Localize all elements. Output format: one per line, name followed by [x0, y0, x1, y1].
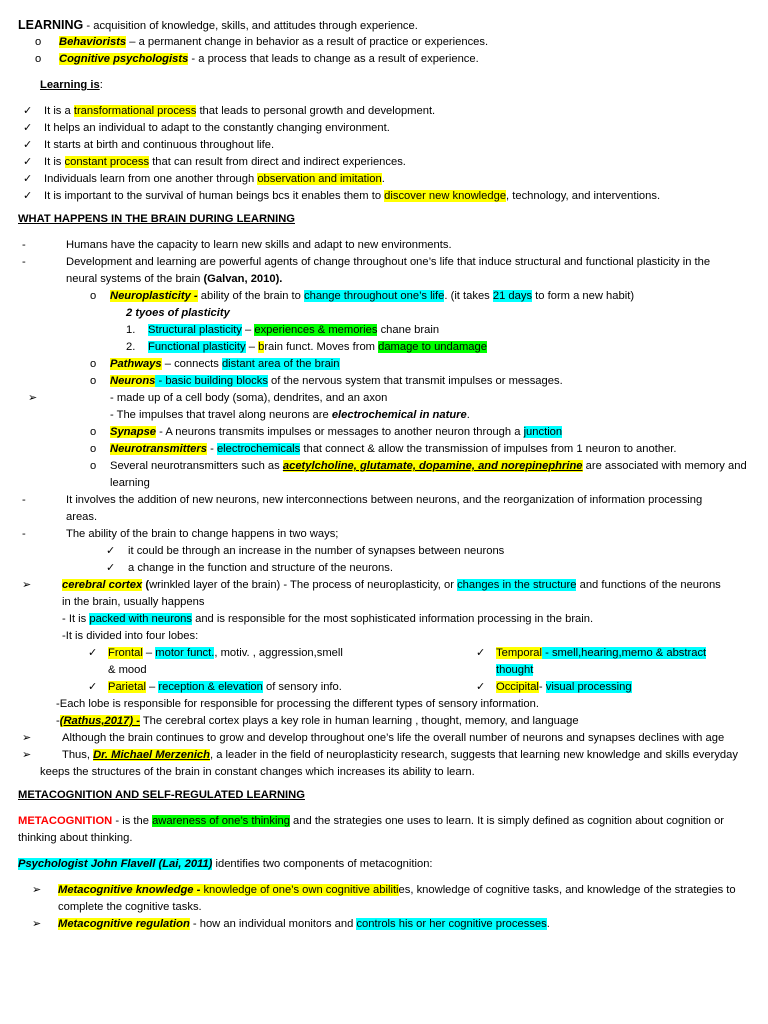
list-item	[18, 916, 754, 933]
list-item	[18, 171, 754, 188]
point-text-post: that can result from direct and indirect experiences.	[149, 156, 406, 168]
mk-post: es, knowledge of cognitive tasks, and knowledge of the strategies to	[398, 884, 736, 896]
view-cognitive	[18, 51, 754, 68]
brain-dash2-line1: Development and learning are powerful agents of change throughout one’s life that induce structural and functional plasticity in the	[66, 256, 711, 268]
temporal-term: Temporal	[496, 647, 543, 659]
arrow-bullet: ➢	[28, 392, 38, 404]
rathus-line	[18, 713, 754, 730]
arrow-bullet: ➢	[32, 884, 42, 896]
cc-line2: in the brain, usually happens	[62, 596, 205, 608]
circle-bullet: o	[90, 426, 97, 438]
list-item	[18, 288, 754, 305]
learning-definition: - acquisition of knowledge, skills, and attitudes through experience.	[83, 20, 418, 32]
occipital-term: Occipital	[496, 681, 539, 693]
point-text: Individuals learn from one another through	[44, 173, 258, 185]
lobe-temporal	[476, 645, 736, 662]
occipital-highlight: visual processing	[545, 681, 632, 693]
behaviorists-term: Behaviorists	[59, 36, 127, 48]
learning-title-line	[18, 17, 754, 34]
frontal-term: Frontal	[108, 647, 143, 659]
lobe-occipital	[476, 679, 736, 696]
list-item	[18, 154, 754, 171]
cc-line4: -It is divided into four lobes:	[62, 630, 199, 642]
neuro-highlight2: 21 days	[492, 290, 533, 302]
meta-definition-line	[18, 813, 754, 830]
point-text: It is	[44, 156, 65, 168]
circle-bullet: o	[35, 53, 42, 65]
circle-bullet: o	[90, 358, 97, 370]
merzenich-name: Dr. Michael Merzenich	[93, 749, 210, 761]
list-item	[18, 237, 754, 254]
check-icon: ✓	[106, 562, 116, 574]
point-text-post: that leads to personal growth and development.	[196, 105, 436, 117]
several-post: are associated with memory and	[582, 460, 747, 472]
mr-mid: - how an individual monitors and	[189, 918, 357, 930]
learning-is-heading	[18, 77, 754, 94]
list-item	[18, 188, 754, 205]
meta-def-post: and the strategies one uses to learn. It is simply defined as cognition about cognition or	[289, 815, 725, 827]
list-item	[18, 390, 754, 407]
nt-mid: -	[206, 443, 217, 455]
thus-post: , a leader in the field of neuroplasticity research, suggests that learning new knowledge and skills everyday	[209, 749, 738, 761]
circle-bullet: o	[90, 443, 97, 455]
type2-mid: rain funct. Moves from	[264, 341, 379, 353]
pathways-highlight: distant area of the brain	[221, 358, 340, 370]
synapse-mid: - A neurons transmits impulses or messages to another neuron through a	[156, 426, 524, 438]
neuroplasticity-term: Neuroplasticity -	[110, 290, 198, 302]
functional-term: Functional plasticity	[148, 341, 246, 353]
frontal-line2: & mood	[108, 664, 147, 676]
list-item	[18, 747, 754, 764]
cerebral-cortex-term: cerebral cortex	[62, 579, 143, 591]
point-text: It is important to the survival of human beings bcs it enables them to	[44, 190, 385, 202]
neuro-mid: . (it takes	[444, 290, 493, 302]
mr-post: .	[546, 918, 550, 930]
list-item	[18, 322, 754, 339]
list-item	[18, 458, 754, 475]
type1-post: chane brain	[377, 324, 440, 336]
cc-highlight: changes in the structure	[457, 579, 577, 591]
brain-dash1: Humans have the capacity to learn new skills and adapt to new environments.	[66, 239, 452, 251]
pathways-term: Pathways	[110, 358, 162, 370]
temporal-line2: thought	[496, 664, 534, 676]
parietal-term: Parietal	[108, 681, 146, 693]
check-icon: ✓	[476, 681, 486, 693]
dash-bullet: -	[22, 256, 26, 268]
way2-text: a change in the function and structure of the neurons.	[128, 562, 393, 574]
number-bullet: 1.	[126, 324, 136, 336]
arrow-bullet: ➢	[22, 579, 32, 591]
neuro-pre: ability of the brain to	[197, 290, 304, 302]
several-highlight: acetylcholine, glutamate, dopamine, and norepinephrine	[282, 460, 583, 472]
nt-highlight: electrochemicals	[216, 443, 301, 455]
type2-dash: –	[245, 341, 259, 353]
list-item	[18, 424, 754, 441]
brain-dash4: The ability of the brain to change happens in two ways;	[66, 528, 339, 540]
flavell-name: Psychologist John Flavell	[18, 858, 159, 870]
metacognitive-regulation-term: Metacognitive regulation	[58, 918, 190, 930]
occipital-dash: -	[538, 681, 546, 693]
arrow-bullet: ➢	[22, 749, 32, 761]
cognitive-text: - a process that leads to change as a result of experience.	[188, 53, 479, 65]
point-text: It starts at birth and continuous throughout life.	[44, 139, 275, 151]
brain-section-heading: WHAT HAPPENS IN THE BRAIN DURING LEARNING	[18, 213, 295, 225]
plasticity-types-heading: 2 tyoes of plasticity	[126, 307, 230, 319]
circle-bullet: o	[90, 290, 97, 302]
list-item	[18, 560, 754, 577]
check-icon: ✓	[23, 156, 33, 168]
metacognitive-knowledge-term: Metacognitive knowledge -	[58, 884, 201, 896]
each-lobe-text: -Each lobe is responsible for responsible for processing the different types of sensory information.	[56, 698, 539, 710]
list-item	[18, 254, 754, 271]
rathus-pre: -	[56, 715, 60, 727]
point-highlight: observation and imitation	[257, 173, 382, 185]
circle-bullet: o	[90, 460, 97, 472]
synapse-highlight: junction	[523, 426, 563, 438]
learning-title: LEARNING	[18, 18, 84, 32]
point-text-post: , technology, and interventions.	[506, 190, 661, 202]
metacognition-term: METACOGNITION	[18, 815, 113, 827]
circle-bullet: o	[90, 375, 97, 387]
parietal-dash: –	[145, 681, 159, 693]
although-text: Although the brain continues to grow and develop throughout one’s life the overall number of neurons and synapses declines with age	[62, 732, 725, 744]
lobe-parietal	[88, 679, 476, 696]
brain-dash2-line2-row	[18, 271, 754, 288]
cc-post: and functions of the neurons	[576, 579, 721, 591]
list-item	[18, 577, 754, 594]
check-icon: ✓	[106, 545, 116, 557]
number-bullet: 2.	[126, 341, 136, 353]
neurons-line3-pre: - The impulses that travel along neurons are	[110, 409, 332, 421]
rathus-post: The cerebral cortex plays a key role in human learning , thought, memory, and language	[139, 715, 579, 727]
type2-b: b	[258, 341, 265, 353]
cc-line3	[18, 611, 754, 628]
mr-highlight: controls his or her cognitive processes	[356, 918, 547, 930]
lobe-frontal	[88, 645, 476, 662]
parietal-post: of sensory info.	[262, 681, 342, 693]
point-highlight: transformational process	[73, 105, 197, 117]
synapse-term: Synapse	[110, 426, 157, 438]
meta-def-pre: - is the	[112, 815, 153, 827]
dash-bullet: -	[22, 239, 26, 251]
neuro-highlight1: change throughout one’s life	[304, 290, 445, 302]
point-highlight: discover new knowledge	[384, 190, 507, 202]
view-behaviorists	[18, 34, 754, 51]
check-icon: ✓	[23, 190, 33, 202]
neurons-line2: - made up of a cell body (soma), dendrites, and an axon	[110, 392, 388, 404]
list-item	[18, 526, 754, 543]
nt-post: that connect & allow the transmission of impulses from 1 neuron to another.	[300, 443, 677, 455]
check-icon: ✓	[88, 681, 98, 693]
galvan-citation: (Galvan, 2010).	[203, 273, 283, 285]
neurotransmitters-term: Neurotransmitters	[110, 443, 207, 455]
neuro-post: to form a new habit)	[532, 290, 635, 302]
list-item	[18, 339, 754, 356]
neurons-line3-post: .	[466, 409, 470, 421]
meta-def-highlight: awareness of one’s thinking	[152, 815, 290, 827]
cc-line3-highlight: packed with neurons	[89, 613, 192, 625]
parietal-highlight: reception & elevation	[158, 681, 263, 693]
cc-line3-pre: - It is	[62, 613, 90, 625]
neurons-highlight: - basic building blocks	[155, 375, 268, 387]
type1-highlight: experiences & memories	[254, 324, 378, 336]
circle-bullet: o	[35, 36, 42, 48]
cc-paren: (	[142, 579, 150, 591]
flavell-citation: (Lai, 2011)	[158, 858, 213, 870]
behaviorists-text: – a permanent change in behavior as a result of practice or experiences.	[126, 36, 489, 48]
meta-section-heading: METACOGNITION AND SELF-REGULATED LEARNING	[18, 789, 305, 801]
brain-dash3-line1: It involves the addition of new neurons, new interconnections between neurons, and the reorganization of information processing	[66, 494, 703, 506]
check-icon: ✓	[23, 122, 33, 134]
neurons-term: Neurons	[110, 375, 156, 387]
list-item	[18, 120, 754, 137]
arrow-bullet: ➢	[22, 732, 32, 744]
list-item	[18, 356, 754, 373]
cc-line3-post: and is responsible for the most sophisticated information processing in the brain.	[191, 613, 594, 625]
temporal-highlight: - smell,hearing,memo & abstract	[542, 647, 707, 659]
frontal-dash: –	[142, 647, 156, 659]
several-line2: learning	[110, 477, 150, 489]
point-text: It is a	[44, 105, 74, 117]
list-item	[18, 373, 754, 390]
lobes-grid	[18, 645, 754, 696]
point-highlight: constant process	[64, 156, 150, 168]
check-icon: ✓	[23, 139, 33, 151]
neurons-line3	[18, 407, 754, 424]
neurons-post: of the nervous system that transmit impulses or messages.	[267, 375, 563, 387]
list-item	[18, 882, 754, 899]
list-item	[18, 543, 754, 560]
list-item	[18, 441, 754, 458]
neurons-line3-em: electrochemical in nature	[331, 409, 467, 421]
list-item	[18, 730, 754, 747]
mk-highlight: knowledge of one’s own cognitive abiliti	[200, 884, 399, 896]
list-item	[18, 137, 754, 154]
cc-mid: wrinkled layer of the brain) - The process of neuroplasticity, or	[149, 579, 458, 591]
point-text-post: .	[381, 173, 385, 185]
brain-dash2-line2: neural systems of the brain	[66, 273, 204, 285]
flavell-line	[18, 856, 754, 873]
structural-term: Structural plasticity	[148, 324, 242, 336]
list-item	[18, 492, 754, 509]
type2-highlight: damage to undamage	[378, 341, 487, 353]
cognitive-term: Cognitive psychologists	[59, 53, 189, 65]
mk-line2: complete the cognitive tasks.	[58, 901, 202, 913]
rathus-citation: (Rathus,2017) -	[59, 715, 140, 727]
meta-def-line2: thinking about thinking.	[18, 832, 133, 844]
frontal-highlight: motor funct.	[155, 647, 215, 659]
check-icon: ✓	[88, 647, 98, 659]
dash-bullet: -	[22, 494, 26, 506]
brain-dash3-line2: areas.	[66, 511, 98, 523]
learning-is-label: Learning is	[40, 79, 100, 91]
learning-is-colon: :	[99, 79, 103, 91]
frontal-post: , motiv. , aggression,smell	[214, 647, 343, 659]
way1-text: it could be through an increase in the number of synapses between neurons	[128, 545, 505, 557]
learning-points-list	[18, 103, 754, 205]
thus-line2: keeps the structures of the brain in constant changes which increases its ability to learn.	[40, 766, 475, 778]
flavell-post: identifies two components of metacognition:	[212, 858, 433, 870]
check-icon: ✓	[476, 647, 486, 659]
thus-pre: Thus,	[62, 749, 94, 761]
list-item	[18, 103, 754, 120]
check-icon: ✓	[23, 105, 33, 117]
check-icon: ✓	[23, 173, 33, 185]
dash-bullet: -	[22, 528, 26, 540]
arrow-bullet: ➢	[32, 918, 42, 930]
pathways-mid: – connects	[161, 358, 222, 370]
type1-dash: –	[241, 324, 255, 336]
point-text: It helps an individual to adapt to the constantly changing environment.	[44, 122, 390, 134]
several-pre: Several neurotransmitters such as	[110, 460, 283, 472]
